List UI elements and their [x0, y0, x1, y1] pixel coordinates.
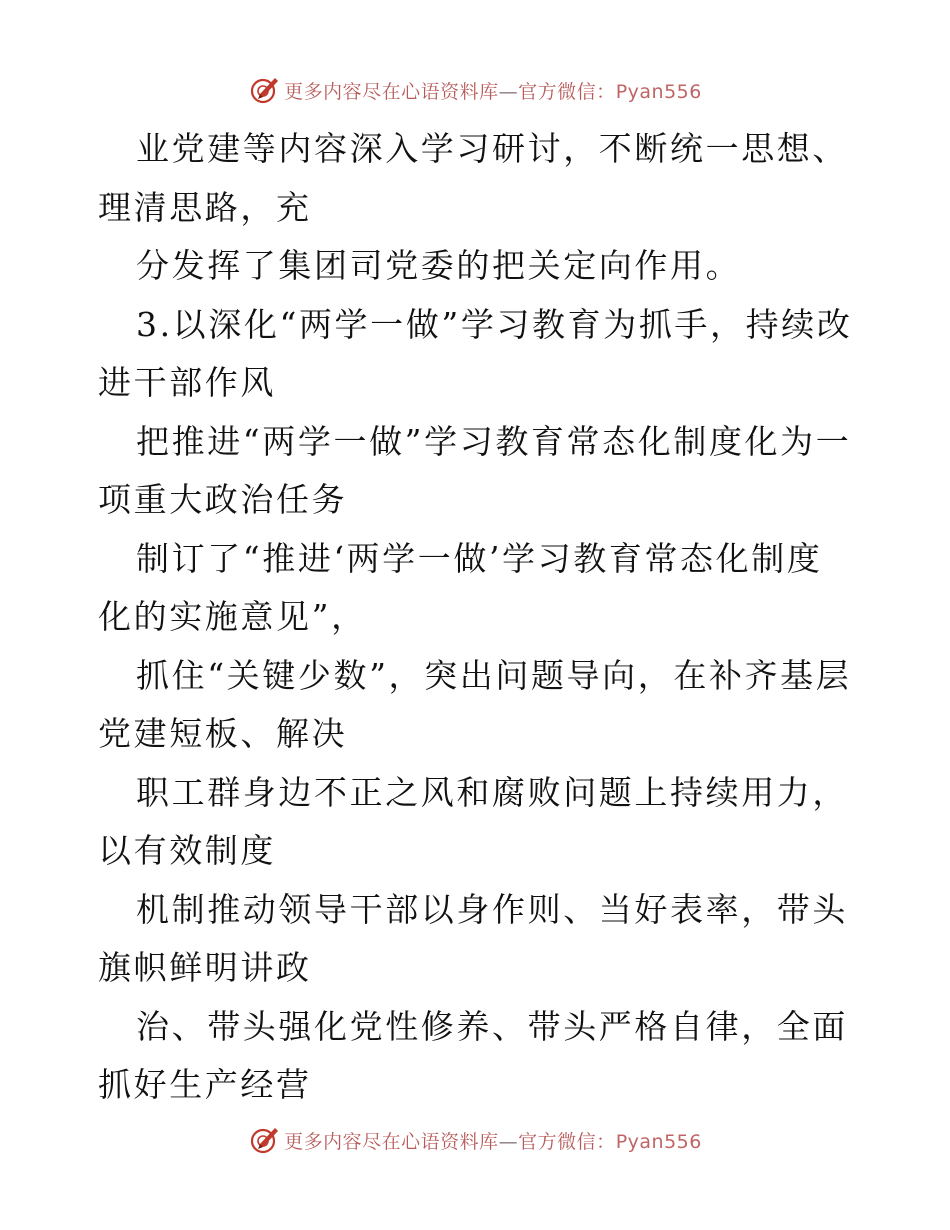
paragraph: 分发挥了集团司党委的把关定向作用。	[136, 246, 742, 285]
banner-main-text: 更多内容尽在心语资料库	[284, 80, 499, 103]
banner-wechat-label: 官方微信：	[518, 1130, 616, 1153]
footer-banner	[0, 1120, 950, 1160]
pen-logo-icon	[248, 74, 280, 106]
paragraph: 业党建等内容深入学习研讨，不断统一思想、理清思路，充	[98, 129, 848, 227]
header-banner	[0, 70, 950, 110]
paragraph: 把推进“两学一做”学习教育常态化制度化为一项重大政治任务	[98, 421, 852, 519]
paragraph: 治、带头强化党性修养、带头严格自律，全面抓好生产经营	[98, 1006, 848, 1104]
document-body	[98, 120, 858, 1115]
banner-wechat-id: Pyan556	[615, 1130, 702, 1153]
banner-separator: —	[498, 1130, 519, 1153]
paragraph: 制订了“推进‘两学一做’学习教育常态化制度化的实施意见”，	[98, 538, 823, 636]
banner-text	[284, 77, 702, 104]
section-heading: 3.以深化“两学一做”学习教育为抓手，持续改进干部作风	[98, 304, 853, 402]
paragraph: 职工群身边不正之风和腐败问题上持续用力，以有效制度	[98, 772, 848, 870]
banner-wechat-id: Pyan556	[615, 80, 702, 103]
paragraph: 抓住“关键少数”，突出问题导向，在补齐基层党建短板、解决	[98, 655, 852, 753]
paragraph: 机制推动领导干部以身作则、当好表率，带头旗帜鲜明讲政	[98, 889, 848, 987]
banner-wechat-label: 官方微信：	[518, 80, 616, 103]
banner-text	[284, 1127, 702, 1154]
pen-logo-icon	[248, 1124, 280, 1156]
banner-separator: —	[498, 80, 519, 103]
banner-main-text: 更多内容尽在心语资料库	[284, 1130, 499, 1153]
